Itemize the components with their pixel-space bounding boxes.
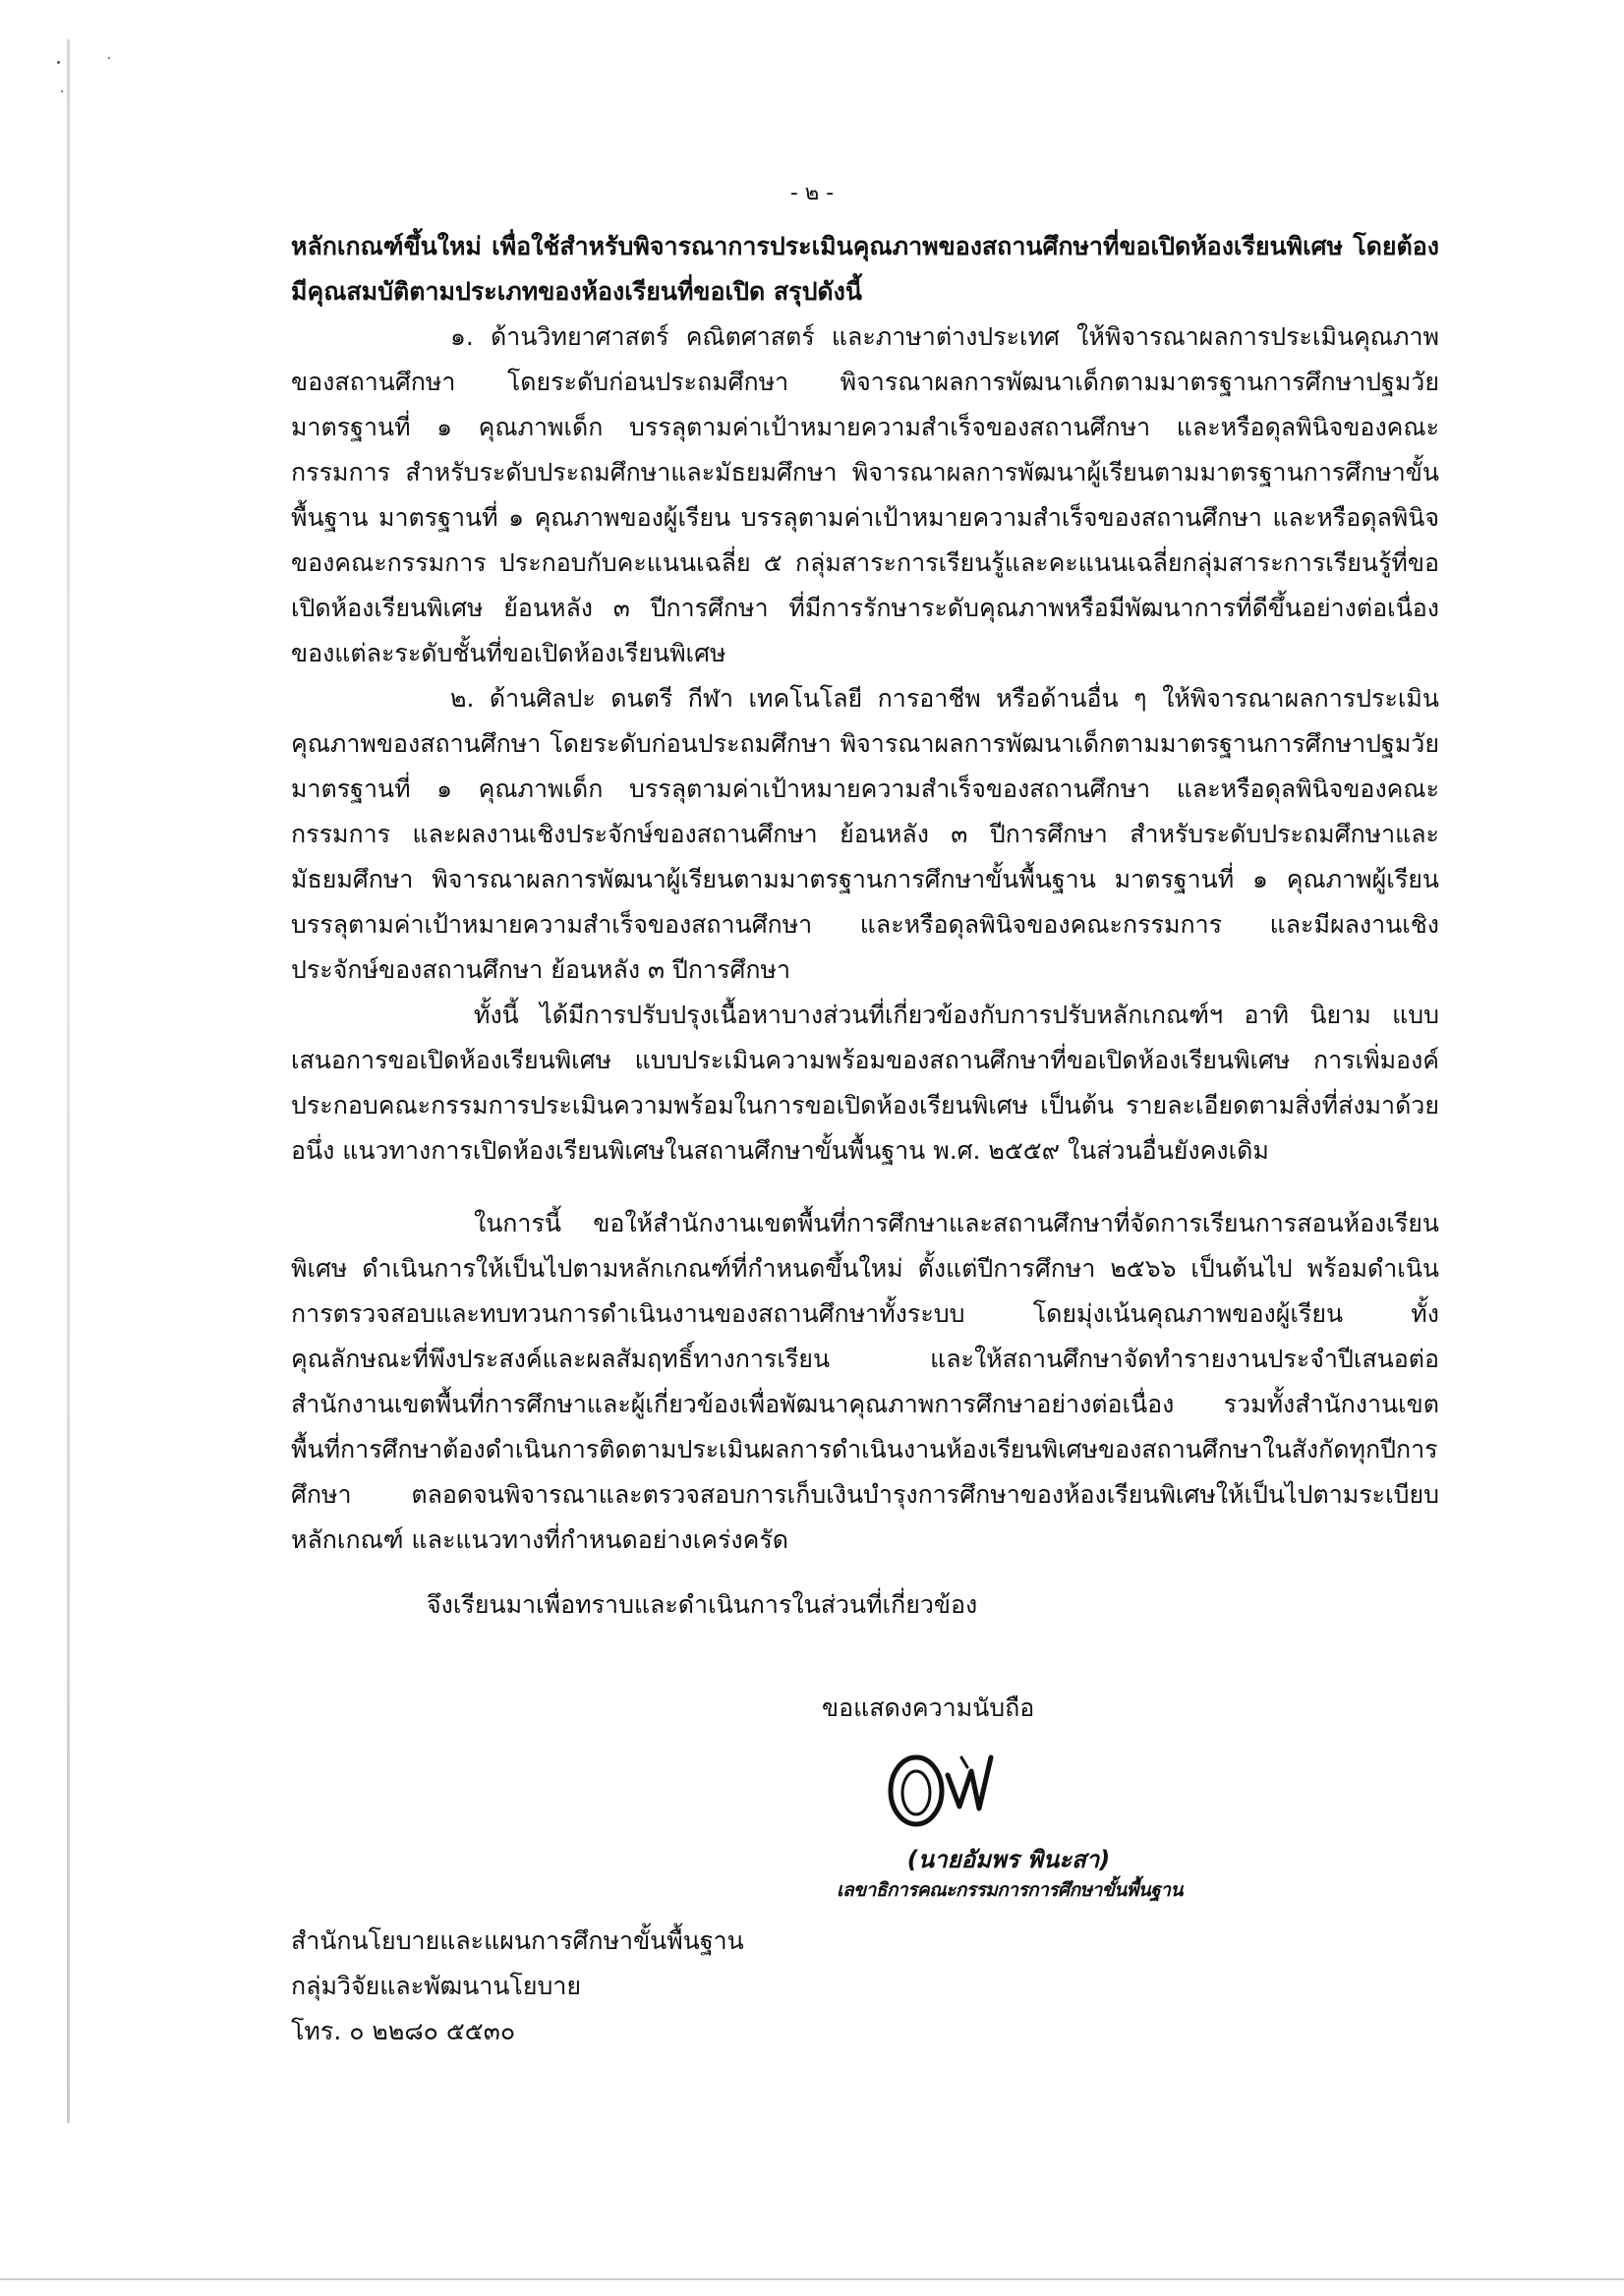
office-phone: โทร. ๐ ๒๒๘๐ ๕๕๓๐ (291, 2017, 516, 2045)
handwritten-signature (865, 1738, 1042, 1836)
letter-body (291, 224, 1439, 1628)
page-number: - ๒ - (789, 181, 835, 205)
paragraph-closing-request: จึงเรียนมาเพื่อทราบและดำเนินการในส่วนที่เกี่ยวข้อง (427, 1590, 978, 1619)
paragraph-criterion-1: ๑. ด้านวิทยาศาสตร์ คณิตศาสตร์ และภาษาต่างประเทศ ให้พิจารณาผลการประเมินคุณภาพของสถานศึกษา โดยระดับก่อนประถมศึกษา พิจารณาผลการพัฒนาเด็กตามมาตรฐานการศึกษาปฐมวัย มาตรฐานที่ ๑ คุณภาพเด็ก บรรลุตามค่าเป้าหมายความสำเร็จของสถานศึกษา และหรือดุลพินิจของคณะกรรมการ สำหรับระดับประถมศึกษาและมัธยมศึกษา พิจารณาผลการพัฒนาผู้เรียนตามมาตรฐานการศึกษาขั้นพื้นฐาน มาตรฐานที่ ๑ คุณภาพของผู้เรียน บรรลุตามค่าเป้าหมายความสำเร็จของสถานศึกษา และหรือดุลพินิจของคณะกรรมการ ประกอบกับคะแนนเฉลี่ย ๕ กลุ่มสาระการเรียนรู้และคะแนนเฉลี่ยกลุ่มสาระการเรียนรู้ที่ขอเปิดห้องเรียนพิเศษ ย้อนหลัง ๓ ปีการศึกษา ที่มีการรักษาระดับคุณภาพหรือมีพัฒนาการที่ดีขึ้นอย่างต่อเนื่อง ของแต่ละระดับชั้นที่ขอเปิดห้องเรียนพิเศษ (291, 322, 1439, 667)
signer-title: เลขาธิการคณะกรรมการการศึกษาขั้นพื้นฐาน (837, 1879, 1183, 1901)
scan-speck (57, 61, 60, 64)
scan-speck (61, 90, 63, 92)
scan-edge-bottom (0, 2278, 1624, 2280)
scan-speck (108, 57, 110, 59)
closing-salutation: ขอแสดงความนับถือ (822, 1693, 1035, 1722)
office-group: กลุ่มวิจัยและพัฒนานโยบาย (291, 1972, 582, 2000)
issuing-office (291, 1919, 744, 2054)
paragraph-criterion-2: ๒. ด้านศิลปะ ดนตรี กีฬา เทคโนโลยี การอาชีพ หรือด้านอื่น ๆ ให้พิจารณาผลการประเมินคุณภาพของสถานศึกษา โดยระดับก่อนประถมศึกษา พิจารณาผลการพัฒนาเด็กตามมาตรฐานการศึกษาปฐมวัย มาตรฐานที่ ๑ คุณภาพเด็ก บรรลุตามค่าเป้าหมายความสำเร็จของสถานศึกษา และหรือดุลพินิจของคณะกรรมการ และผลงานเชิงประจักษ์ของสถานศึกษา ย้อนหลัง ๓ ปีการศึกษา สำหรับระดับประถมศึกษาและมัธยมศึกษา พิจารณาผลการพัฒนาผู้เรียนตามมาตรฐานการศึกษาขั้นพื้นฐาน มาตรฐานที่ ๑ คุณภาพผู้เรียน บรรลุตามค่าเป้าหมายความสำเร็จของสถานศึกษา และหรือดุลพินิจของคณะกรรมการ และมีผลงานเชิงประจักษ์ของสถานศึกษา ย้อนหลัง ๓ ปีการศึกษา (291, 684, 1439, 984)
paragraph-intro: หลักเกณฑ์ขึ้นใหม่ เพื่อใช้สำหรับพิจารณาการประเมินคุณภาพของสถานศึกษาที่ขอเปิดห้องเรียนพิเศษ โดยต้องมีคุณสมบัติตามประเภทของห้องเรียนที่ขอเปิด สรุปดังนี้ (291, 232, 1439, 306)
office-department: สำนักนโยบายและแผนการศึกษาขั้นพื้นฐาน (291, 1926, 744, 1955)
scan-edge-left (67, 39, 70, 2123)
paragraph-amendments: ทั้งนี้ ได้มีการปรับปรุงเนื้อหาบางส่วนที่เกี่ยวข้องกับการปรับหลักเกณฑ์ฯ อาทิ นิยาม แบบเสนอการขอเปิดห้องเรียนพิเศษ แบบประเมินความพร้อมของสถานศึกษาที่ขอเปิดห้องเรียนพิเศษ การเพิ่มองค์ประกอบคณะกรรมการประเมินความพร้อมในการขอเปิดห้องเรียนพิเศษ เป็นต้น รายละเอียดตามสิ่งที่ส่งมาด้วย อนึ่ง แนวทางการเปิดห้องเรียนพิเศษในสถานศึกษาขั้นพื้นฐาน พ.ศ. ๒๕๕๙ ในส่วนอื่นยังคงเดิม (291, 1001, 1439, 1165)
paragraph-instructions: ในการนี้ ขอให้สำนักงานเขตพื้นที่การศึกษาและสถานศึกษาที่จัดการเรียนการสอนห้องเรียนพิเศษ ดำเนินการให้เป็นไปตามหลักเกณฑ์ที่กำหนดขึ้นใหม่ ตั้งแต่ปีการศึกษา ๒๕๖๖ เป็นต้นไป พร้อมดำเนินการตรวจสอบและทบทวนการดำเนินงานของสถานศึกษาทั้งระบบ โดยมุ่งเน้นคุณภาพของผู้เรียน ทั้งคุณลักษณะที่พึงประสงค์และผลสัมฤทธิ์ทางการเรียน และให้สถานศึกษาจัดทำรายงานประจำปีเสนอต่อสำนักงานเขตพื้นที่การศึกษาและผู้เกี่ยวข้องเพื่อพัฒนาคุณภาพการศึกษาอย่างต่อเนื่อง รวมทั้งสำนักงานเขตพื้นที่การศึกษาต้องดำเนินการติดตามประเมินผลการดำเนินงานห้องเรียนพิเศษของสถานศึกษาในสังกัดทุกปีการศึกษา ตลอดจนพิจารณาและตรวจสอบการเก็บเงินบำรุงการศึกษาของห้องเรียนพิเศษให้เป็นไปตามระเบียบ หลักเกณฑ์ และแนวทางที่กำหนดอย่างเคร่งครัด (291, 1209, 1439, 1554)
signer-name: (นายอัมพร พินะสา) (906, 1846, 1111, 1873)
